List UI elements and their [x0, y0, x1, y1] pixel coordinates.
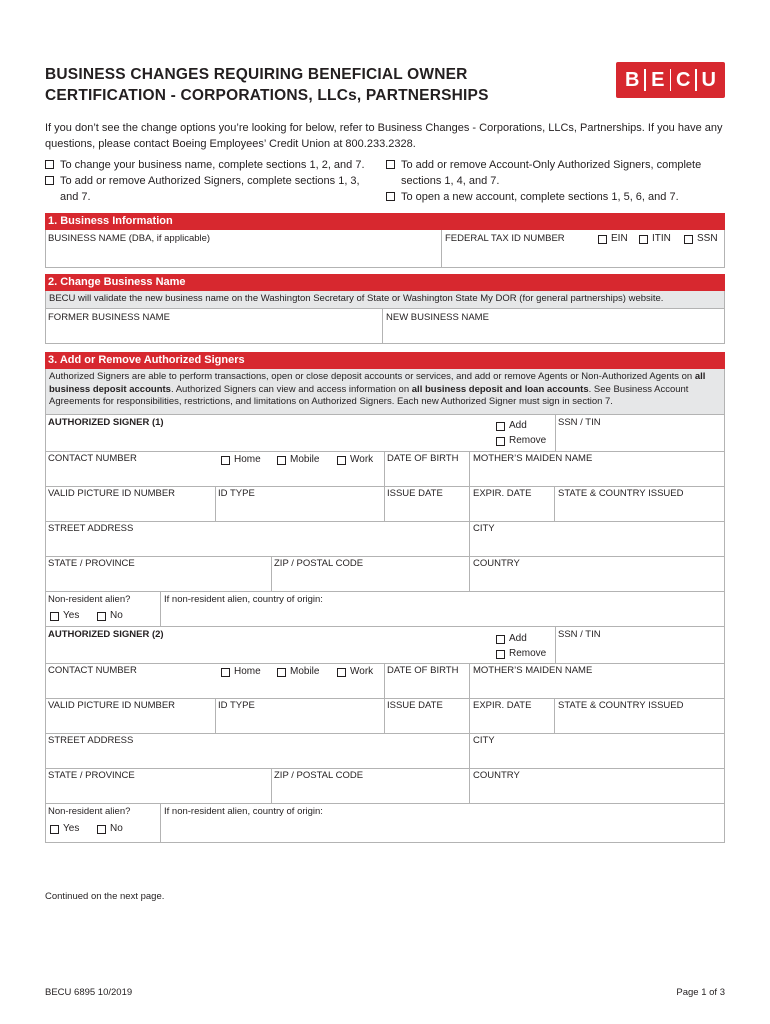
continued-note: Continued on the next page. [45, 891, 165, 902]
signer-1-dob-field[interactable]: DATE OF BIRTH [387, 453, 459, 464]
signer-2-yes[interactable]: Yes [50, 823, 79, 835]
signer-2-origin-field[interactable]: If non-resident alien, country of origin: [164, 806, 323, 817]
section-3-info: Authorized Signers are able to perform transactions, open or close deposit accounts or services, and add or remove Agents or Non-Authorized Agents on all business deposit accounts. Authorized Signers can view and access information on all business deposit and loan accounts. See Business Account Agreements for responsibilities, restrictions, and limitations on Authorized Signers. Each new Authorized Signer must sign in section 7. [46, 369, 724, 414]
signer-2-remove[interactable]: Remove [496, 648, 546, 660]
signer-1-country-field[interactable]: COUNTRY [473, 558, 520, 569]
option-account-only[interactable]: To add or remove Account-Only Authorized Signers, complete sections 1, 4, and 7. [386, 157, 721, 189]
signer-2-state-field[interactable]: STATE / PROVINCE [48, 770, 135, 781]
title-line-1: BUSINESS CHANGES REQUIRING BENEFICIAL OWNER [45, 66, 468, 83]
section-1-header: 1. Business Information [45, 213, 725, 230]
signer-1-contact-field[interactable]: CONTACT NUMBER [48, 453, 137, 464]
checkbox[interactable] [386, 192, 395, 201]
signer-1-state-field[interactable]: STATE / PROVINCE [48, 558, 135, 569]
form-id: BECU 6895 10/2019 [45, 987, 133, 998]
checkbox[interactable] [277, 668, 286, 677]
option-auth-signers[interactable]: To add or remove Authorized Signers, complete sections 1, 3, and 7. [45, 173, 380, 205]
checkbox[interactable] [45, 176, 54, 185]
signer-1-id-type-field[interactable]: ID TYPE [218, 488, 255, 499]
checkbox[interactable] [97, 612, 106, 621]
section-2-note: BECU will validate the new business name on the Washington Secretary of State or Washington State My DOR (for general partnerships) website. [46, 291, 724, 308]
option-change-name[interactable]: To change your business name, complete sections 1, 2, and 7. [45, 157, 385, 173]
checkbox[interactable] [337, 668, 346, 677]
new-name-field[interactable]: NEW BUSINESS NAME [386, 312, 489, 323]
signer-1-remove[interactable]: Remove [496, 435, 546, 447]
former-name-field[interactable]: FORMER BUSINESS NAME [48, 312, 170, 323]
tax-id-field[interactable]: FEDERAL TAX ID NUMBER [445, 233, 565, 244]
signer-2-home[interactable]: Home [221, 666, 261, 678]
checkbox[interactable] [684, 235, 693, 244]
ssn-option[interactable]: SSN [684, 233, 718, 245]
signer-2-mobile[interactable]: Mobile [277, 666, 319, 678]
signer-2-work[interactable]: Work [337, 666, 373, 678]
business-name-field[interactable]: BUSINESS NAME (DBA, if applicable) [48, 233, 211, 244]
checkbox[interactable] [598, 235, 607, 244]
option-new-account[interactable]: To open a new account, complete sections 1, 5, 6, and 7. [386, 189, 721, 205]
signer-2-id-type-field[interactable]: ID TYPE [218, 700, 255, 711]
checkbox[interactable] [50, 825, 59, 834]
signer-1-nonresident-label: Non-resident alien? [48, 594, 131, 605]
signer-1-add[interactable]: Add [496, 420, 527, 432]
signer-2-dob-field[interactable]: DATE OF BIRTH [387, 665, 459, 676]
section-3-header: 3. Add or Remove Authorized Signers [45, 352, 725, 369]
signer-1-label: AUTHORIZED SIGNER (1) [48, 417, 164, 428]
signer-1-no[interactable]: No [97, 610, 123, 622]
signer-1-home[interactable]: Home [221, 454, 261, 466]
section-2-header: 2. Change Business Name [45, 274, 725, 291]
signer-1-issue-date-field[interactable]: ISSUE DATE [387, 488, 443, 499]
signer-1-ssn-field[interactable]: SSN / TIN [558, 417, 601, 428]
checkbox[interactable] [496, 650, 505, 659]
signer-1-maiden-field[interactable]: MOTHER’S MAIDEN NAME [473, 453, 593, 464]
signer-2-expir-date-field[interactable]: EXPIR. DATE [473, 700, 532, 711]
itin-option[interactable]: ITIN [639, 233, 671, 245]
signer-1-work[interactable]: Work [337, 454, 373, 466]
section-1-fields [45, 230, 725, 268]
signer-1-expir-date-field[interactable]: EXPIR. DATE [473, 488, 532, 499]
becu-logo: B E C U [616, 62, 725, 98]
title-line-2: CERTIFICATION - CORPORATIONS, LLCs, PARTNERSHIPS [45, 87, 489, 104]
signer-2-issue-date-field[interactable]: ISSUE DATE [387, 700, 443, 711]
signer-1-yes[interactable]: Yes [50, 610, 79, 622]
signer-2-zip-field[interactable]: ZIP / POSTAL CODE [274, 770, 364, 781]
signer-1-zip-field[interactable]: ZIP / POSTAL CODE [274, 558, 364, 569]
checkbox[interactable] [496, 437, 505, 446]
signer-2-ssn-field[interactable]: SSN / TIN [558, 629, 601, 640]
signer-2-no[interactable]: No [97, 823, 123, 835]
signer-2-country-field[interactable]: COUNTRY [473, 770, 520, 781]
signer-1-city-field[interactable]: CITY [473, 523, 495, 534]
section-2-fields [45, 291, 725, 344]
signer-2-label: AUTHORIZED SIGNER (2) [48, 629, 164, 640]
checkbox[interactable] [221, 456, 230, 465]
signer-1-state-country-issued-field[interactable]: STATE & COUNTRY ISSUED [558, 488, 684, 499]
options-left [45, 157, 385, 205]
signer-2-maiden-field[interactable]: MOTHER’S MAIDEN NAME [473, 665, 593, 676]
checkbox[interactable] [97, 825, 106, 834]
intro-text: If you don’t see the change options you’re looking for below, refer to Business Changes - Corporations, LLCs, Partnerships. If you have any questions, please contact Boeing Employees’ Credit Union at 800.233.2328. [45, 122, 723, 150]
checkbox[interactable] [221, 668, 230, 677]
options-right [386, 157, 721, 205]
checkbox[interactable] [386, 160, 395, 169]
signer-2-picture-id-field[interactable]: VALID PICTURE ID NUMBER [48, 700, 176, 711]
signer-2-street-field[interactable]: STREET ADDRESS [48, 735, 134, 746]
signer-2-contact-field[interactable]: CONTACT NUMBER [48, 665, 137, 676]
checkbox[interactable] [277, 456, 286, 465]
checkbox[interactable] [639, 235, 648, 244]
signer-1-street-field[interactable]: STREET ADDRESS [48, 523, 134, 534]
checkbox[interactable] [337, 456, 346, 465]
checkbox[interactable] [50, 612, 59, 621]
signer-2-add[interactable]: Add [496, 633, 527, 645]
checkbox[interactable] [45, 160, 54, 169]
checkbox[interactable] [496, 422, 505, 431]
ein-option[interactable]: EIN [598, 233, 628, 245]
section-3-fields [45, 369, 725, 843]
signer-2-state-country-issued-field[interactable]: STATE & COUNTRY ISSUED [558, 700, 684, 711]
signer-2-nonresident-label: Non-resident alien? [48, 806, 131, 817]
signer-1-picture-id-field[interactable]: VALID PICTURE ID NUMBER [48, 488, 176, 499]
page-number: Page 1 of 3 [676, 987, 725, 998]
signer-1-origin-field[interactable]: If non-resident alien, country of origin: [164, 594, 323, 605]
signer-1-mobile[interactable]: Mobile [277, 454, 319, 466]
signer-2-city-field[interactable]: CITY [473, 735, 495, 746]
checkbox[interactable] [496, 635, 505, 644]
page-title [45, 64, 585, 106]
